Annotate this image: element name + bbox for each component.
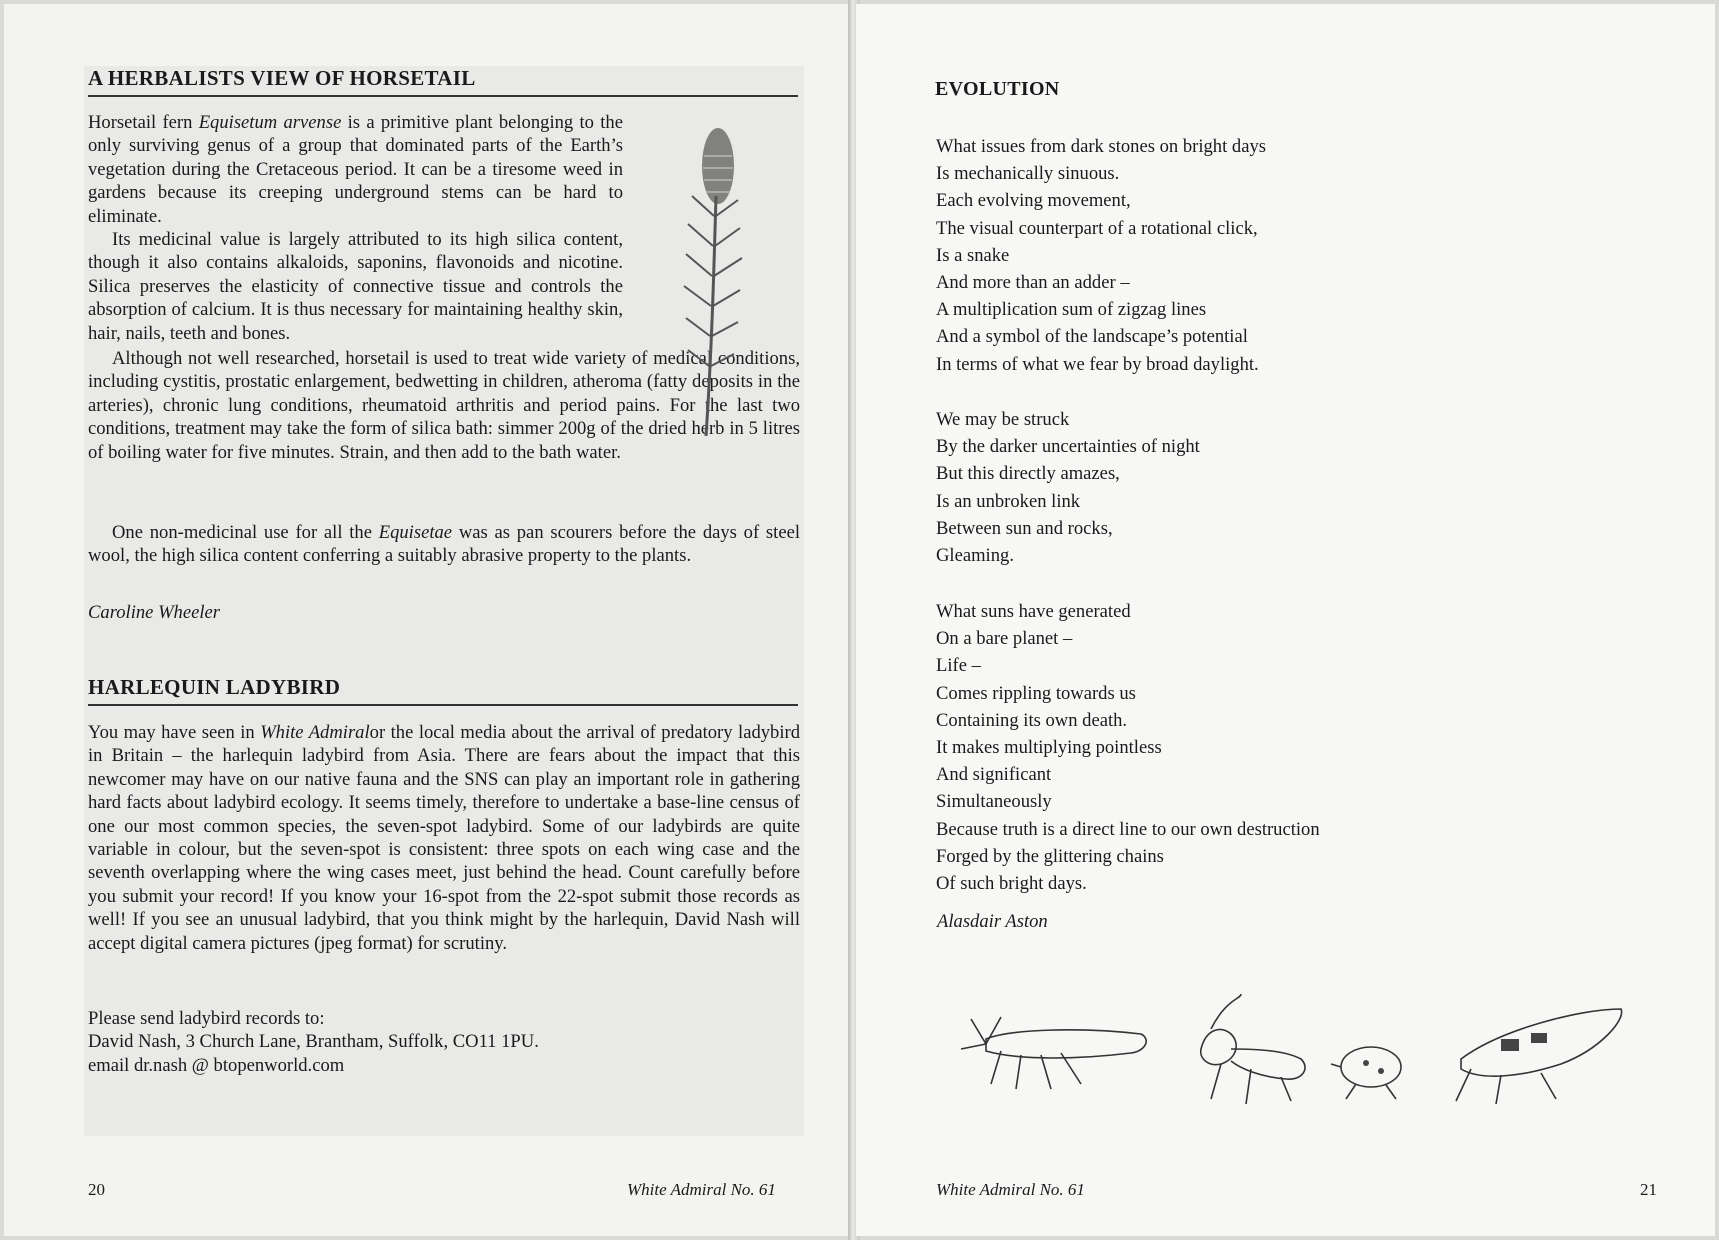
title-rule — [88, 95, 798, 97]
title-rule — [88, 704, 798, 706]
insect-sketches — [941, 989, 1631, 1109]
horsetail-para-2: Its medicinal value is largely attributed to its high silica content, though it also contains alkaloids, saponins, flavonoids and nicotine. Silica preserves the elasticity of connective tissue and controls the absorption of calcium. It is thus necessary for maintaining healthy skin, hair, nails, teeth and bones. — [88, 229, 623, 344]
horsetail-title: A HERBALISTS VIEW OF HORSETAIL — [88, 66, 476, 90]
horsetail-para-4: One non-medicinal use for all the Equisetae was as pan scourers before the days of steel wool, the high silica content conferring a suitably abrasive property to the plants. — [88, 522, 800, 567]
poem-stanza-3: What suns have generated On a bare planet – Life – Comes rippling towards us Containing its own death. It makes multiplying pointless And significant Simultaneously Because truth is a direct line to our own destruction Forged by the glittering chains Of such bright days. — [936, 601, 1320, 895]
poem-stanza-2: We may be struck By the darker uncertainties of night But this directly amazes, Is an unbroken link Between sun and rocks, Gleaming. — [936, 409, 1200, 567]
poem-title: EVOLUTION — [935, 78, 1060, 100]
left-page — [4, 4, 852, 1236]
poem-author: Alasdair Aston — [937, 911, 1048, 932]
species-name: Equisetum arvense — [198, 112, 342, 133]
poem-stanza-1: What issues from dark stones on bright days Is mechanically sinuous. Each evolving movement, The visual counterpart of a rotational click, Is a snake And more than an adder – A multiplication sum of zigzag lines And a symbol of the landscape’s potential In terms of what we fear by broad daylight. — [936, 136, 1266, 375]
horsetail-illustration — [664, 126, 764, 446]
journal-footer: White Admiral No. 61 — [627, 1180, 776, 1199]
journal-footer: White Admiral No. 61 — [936, 1180, 1085, 1199]
horsetail-author: Caroline Wheeler — [88, 602, 221, 623]
horsetail-para-3: Although not well researched, horsetail is used to treat wide variety of medical conditions, including cystitis, prostatic enlargement, bedwetting in children, atheroma (fatty deposits in the arteries), chronic lung conditions, rheumatoid arthritis and period pains. For the last two conditions, treatment may take the form of silica bath: simmer 200g of the dried herb in 5 litres of boiling water for five minutes. Strain, and then add to the bath water. — [88, 348, 800, 463]
magazine-name: White Admiral — [260, 722, 370, 743]
ladybird-para: You may have seen in White Admiralor the local media about the arrival of predatory ladybird in Britain – the harlequin ladybird from Asia. There are fears about the impact that this newcomer may have on our native fauna and the SNS can play an important role in gathering hard facts about ladybird ecology. It seems timely, therefore to undertake a base-line census of one our most common species, the seven-spot ladybird. Some of our ladybirds are quite variable in colour, but the seven-spot is consistent: three spots on each wing case and the seventh overlapping where the wing cases meet, just behind the head. Count carefully before you submit your record! If you know your 16-spot from the 22-spot submit those records as well! If you see an unusual ladybird, that you think might by the harlequin, David Nash will accept digital camera pictures (jpeg format) for scrutiny. — [88, 722, 800, 954]
page-number: 21 — [1640, 1180, 1657, 1199]
ladybird-title: HARLEQUIN LADYBIRD — [88, 675, 341, 699]
page-number: 20 — [88, 1180, 105, 1199]
horsetail-para-1: Horsetail fern Equisetum arvense is a primitive plant belonging to the only surviving genus of a group that dominated parts of the Earth’s vegetation during the Cretaceous period. It can be a tiresome weed in gardens because its creeping underground stems can be hard to eliminate. — [88, 112, 623, 227]
contact-block: Please send ladybird records to: David Nash, 3 Church Lane, Brantham, Suffolk, CO11 1PU. email dr.nash @ btopenworld.com — [88, 1008, 539, 1076]
right-page — [856, 4, 1715, 1236]
